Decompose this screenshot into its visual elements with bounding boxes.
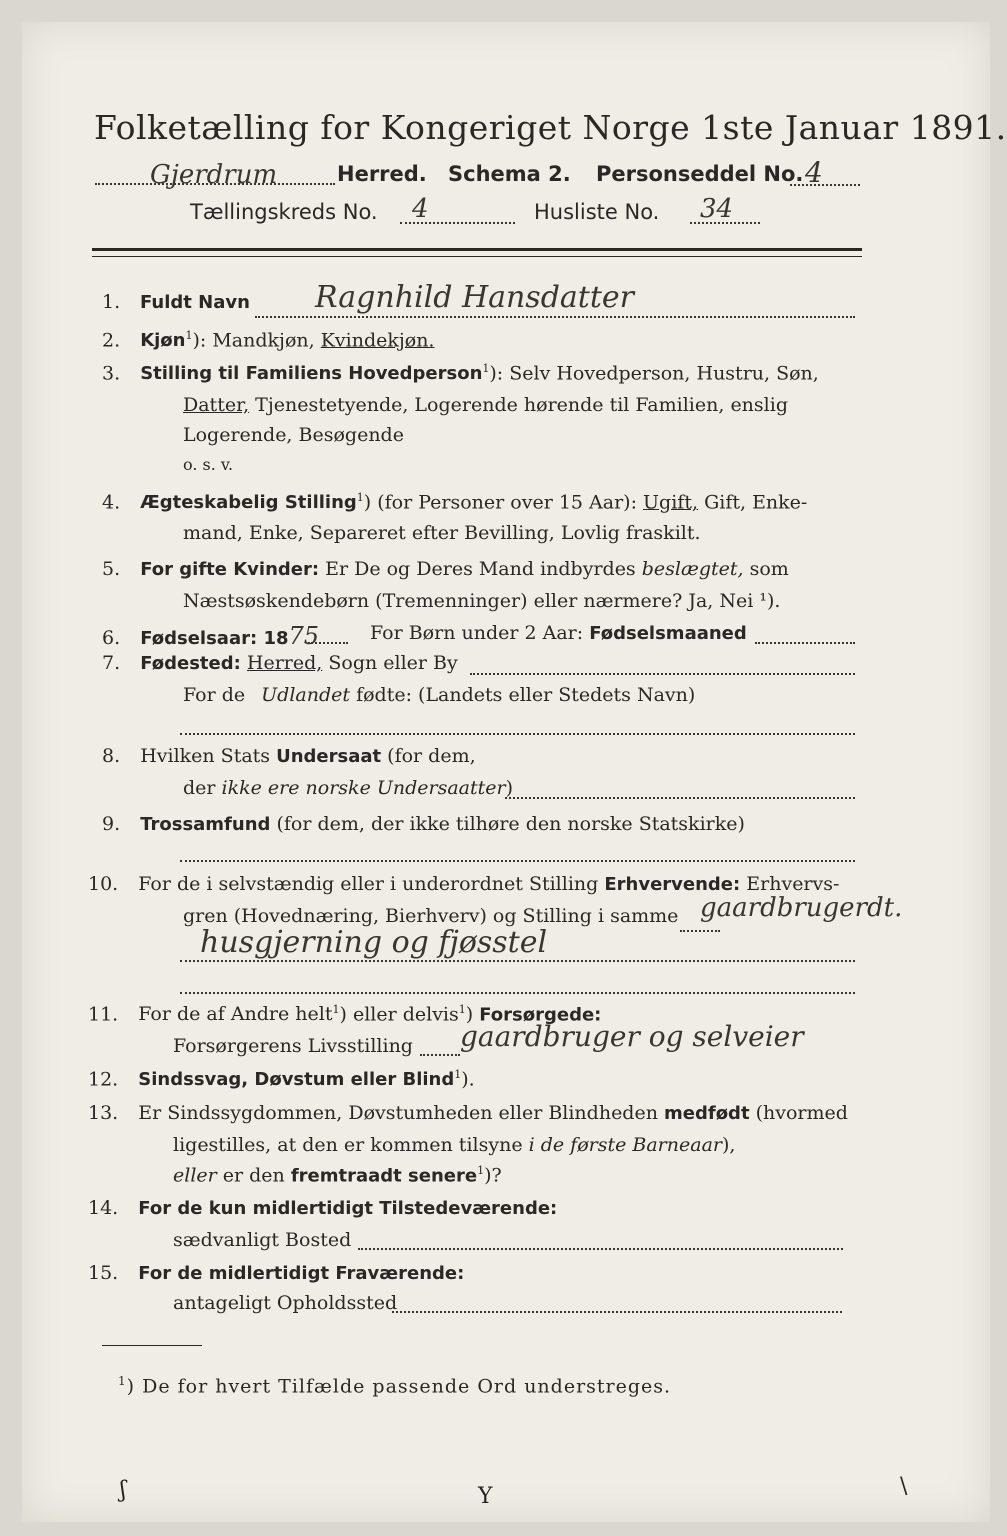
q13-bold: medfødt — [664, 1103, 750, 1124]
q5-text-1: Er De og Deres Mand indbyrdes — [325, 558, 636, 580]
q5-label: For gifte Kvinder: — [140, 559, 320, 580]
q10-value-2: husgjerning og fjøsstel — [200, 925, 548, 960]
q7-options: Sogn eller By — [328, 652, 458, 674]
q2-selected: Kvindekjøn. — [320, 329, 435, 352]
q7-label: Fødested: — [140, 653, 241, 674]
husliste-dots — [690, 222, 760, 224]
q15-dots — [392, 1311, 842, 1313]
q10-number: 10. — [88, 873, 119, 895]
q5-row1 — [102, 558, 789, 580]
header-rule — [92, 248, 862, 251]
q3-row3: Logerende, Besøgende — [183, 424, 404, 446]
husliste-label: Husliste No. — [534, 200, 660, 224]
q14-label: For de kun midlertidigt Tilstedeværende: — [138, 1198, 558, 1219]
q10-text-a: For de i selvstændig eller i underordnet Stilling — [138, 873, 599, 895]
q4-options-1: ) (for Personer over 15 Aar): — [363, 491, 637, 514]
q11-value: gaardbruger og selveier — [460, 1020, 804, 1053]
q7-row2 — [183, 684, 695, 706]
footnote — [118, 1374, 671, 1397]
q3-row4: o. s. v. — [183, 455, 234, 474]
q10-row1 — [88, 873, 839, 895]
q9-text: (for dem, der ikke tilhøre den norske Statskirke) — [276, 813, 745, 835]
q13-row3-italic: eller — [173, 1164, 217, 1187]
q11-row2: Forsørgerens Livsstilling — [173, 1035, 413, 1057]
q6-label: Fødselsaar: 18 — [140, 628, 289, 649]
kreds-value: 4 — [412, 194, 429, 224]
stray-mark-right: \ — [900, 1474, 908, 1499]
q1-dots — [255, 316, 855, 318]
q5-number: 5. — [102, 558, 121, 580]
q9-row — [102, 813, 745, 835]
personseddel-value: 4 — [805, 156, 823, 189]
q13-row3-a: er den — [222, 1164, 285, 1187]
q12-label: Sindssvag, Døvstum eller Blind — [138, 1069, 455, 1091]
q7-row2-a: For de — [183, 684, 246, 706]
q8-row2-italic: ikke ere norske Undersaatter — [221, 777, 506, 799]
q3-label: Stilling til Familiens Hovedperson — [140, 363, 483, 385]
herred-label: Herred. — [337, 162, 427, 186]
q7-number: 7. — [102, 652, 121, 674]
q11-text-b: ) eller delvis — [339, 1003, 459, 1026]
husliste-value: 34 — [700, 194, 734, 224]
q14-dots — [358, 1248, 843, 1250]
header-rule-thin — [92, 256, 862, 257]
q2-label: Kjøn — [140, 330, 186, 352]
q11-dots — [420, 1054, 460, 1056]
q7-row2-italic: Udlandet — [261, 684, 351, 706]
q2-options: ): Mandkjøn, — [192, 329, 315, 352]
q13-text-c: (hvormed — [755, 1102, 848, 1124]
q1-number: 1. — [102, 291, 121, 313]
personseddel-label: Personseddel No. — [596, 162, 804, 186]
q11-row1: 11. For de af Andre helt$^1$) eller delvis$^1$) Forsørgede: — [88, 1003, 602, 1026]
q13-number: 13. — [88, 1102, 119, 1124]
q4-label: Ægteskabelig Stilling — [140, 492, 357, 514]
q8-dots — [505, 797, 855, 799]
q10-dots-3 — [180, 992, 855, 994]
q12-row: 12. Sindssvag, Døvstum eller Blind$^1$). — [88, 1068, 475, 1091]
q13-row3-bold: fremtraadt senere — [290, 1165, 478, 1187]
q13-row2-b: ), — [722, 1134, 736, 1156]
q8-text-a: Hvilken Stats — [140, 745, 271, 767]
q15-number: 15. — [88, 1262, 119, 1284]
q6-text: For Børn under 2 Aar: — [370, 622, 584, 644]
q8-row2: der ikke ere norske Undersaatter) — [183, 777, 514, 799]
footnote-text: ) De for hvert Tilfælde passende Ord understreges. — [126, 1375, 672, 1398]
q6-row — [102, 622, 319, 650]
q11-bold: Forsørgede: — [479, 1004, 602, 1026]
q14-number: 14. — [88, 1197, 119, 1219]
q8-row2-a: der — [183, 777, 216, 799]
q8-number: 8. — [102, 745, 121, 767]
q13-row1 — [88, 1102, 848, 1124]
q11-number: 11. — [88, 1003, 119, 1026]
q5-text-2: som — [749, 558, 789, 580]
q10-bold: Erhvervende: — [604, 874, 741, 895]
q3-selected: Datter, — [183, 394, 250, 416]
q3-options-2: Tjenestetyende, Logerende hørende til Familien, enslig — [255, 394, 788, 416]
q7-row2-b: fødte: (Landets eller Stedets Navn) — [356, 684, 696, 706]
q2-sup: 1 — [185, 329, 193, 342]
q13-row2-italic: i de første Barneaar — [528, 1134, 722, 1156]
q13-row3: eller er den fremtraadt senere$^1$)? — [173, 1164, 502, 1187]
q7-selected: Herred, — [246, 652, 323, 674]
q2-row — [102, 329, 434, 351]
herred-value: Gjerdrum — [150, 160, 278, 190]
q9-label: Trossamfund — [140, 814, 271, 835]
q10-dots-1 — [680, 930, 720, 932]
q15-row2: antageligt Opholdssted — [173, 1292, 398, 1314]
q1-label: Fuldt Navn — [140, 292, 250, 313]
personseddel-dots — [790, 184, 860, 186]
q6-number: 6. — [102, 627, 121, 649]
q3-options-1: ): Selv Hovedperson, Hustru, Søn, — [489, 362, 819, 385]
q6-month-label: Fødselsmaaned — [589, 623, 747, 644]
q8-text-c: (for dem, — [387, 745, 476, 767]
q4-sup: 1 — [356, 491, 364, 504]
q3-row2 — [183, 394, 788, 416]
q5-italic: beslægtet, — [641, 558, 744, 580]
q4-options-2: Gift, Enke- — [704, 491, 808, 514]
q14-row2: sædvanligt Bosted — [173, 1229, 352, 1251]
q6-year-value: 75 — [288, 622, 320, 650]
q1-name-value: Ragnhild Hansdatter — [315, 280, 634, 315]
q10-text-c: Erhvervs- — [746, 873, 840, 895]
q6-year-dots — [308, 642, 348, 644]
q12-sup: 1 — [454, 1068, 462, 1081]
q6-month-dots — [755, 642, 855, 644]
q10-dots-2 — [180, 960, 855, 962]
kreds-label: Tællingskreds No. — [190, 200, 378, 224]
footnote-sup: 1 — [118, 1374, 127, 1388]
q4-row2: mand, Enke, Separeret efter Bevilling, Lovlig fraskilt. — [183, 522, 701, 544]
q11-text-c: ) — [465, 1003, 474, 1026]
q7-dots-2 — [180, 733, 855, 735]
q4-number: 4. — [102, 491, 121, 514]
q3-row1 — [102, 362, 819, 384]
q12-number: 12. — [88, 1068, 119, 1091]
census-form-page — [22, 22, 990, 1522]
q3-sup: 1 — [482, 362, 490, 375]
footnote-rule — [102, 1345, 202, 1346]
q9-dots — [180, 860, 855, 862]
q13-text-a: Er Sindssygdommen, Døvstumheden eller Blindheden — [138, 1102, 658, 1124]
q13-row3-c: )? — [484, 1164, 502, 1187]
q13-row2-a: ligestilles, at den er kommen tilsyne — [173, 1134, 523, 1156]
q13-row2 — [173, 1134, 735, 1156]
schema-label: Schema 2. — [448, 162, 571, 186]
stray-mark-left: ʃ — [120, 1478, 126, 1503]
q3-number: 3. — [102, 362, 121, 385]
herred-dots — [95, 183, 335, 185]
form-title: Folketælling for Kongeriget Norge 1ste Januar 1891. — [94, 108, 1007, 147]
stray-mark-center: Y — [478, 1484, 493, 1509]
q8-row1 — [102, 745, 476, 767]
q10-value-1: gaardbrugerdt. — [700, 893, 903, 923]
q6-row-b — [370, 622, 747, 644]
q9-number: 9. — [102, 813, 121, 835]
kreds-dots — [400, 222, 515, 224]
q5-row2: Næstsøskendebørn (Tremenninger) eller nærmere? Ja, Nei ¹). — [183, 590, 781, 612]
q7-dots — [470, 673, 855, 675]
q4-row1 — [102, 491, 807, 513]
q8-bold: Undersaat — [276, 746, 382, 767]
q11-text-a: For de af Andre helt — [138, 1003, 333, 1026]
q15-row1 — [88, 1262, 464, 1284]
q15-label: For de midlertidigt Fraværende: — [138, 1263, 465, 1284]
q10-row2: gren (Hovednæring, Bierhverv) og Stilling i samme — [183, 905, 679, 927]
q7-row1 — [102, 652, 458, 674]
q4-selected: Ugift, — [643, 491, 699, 514]
q14-row1 — [88, 1197, 557, 1219]
q2-number: 2. — [102, 329, 121, 352]
